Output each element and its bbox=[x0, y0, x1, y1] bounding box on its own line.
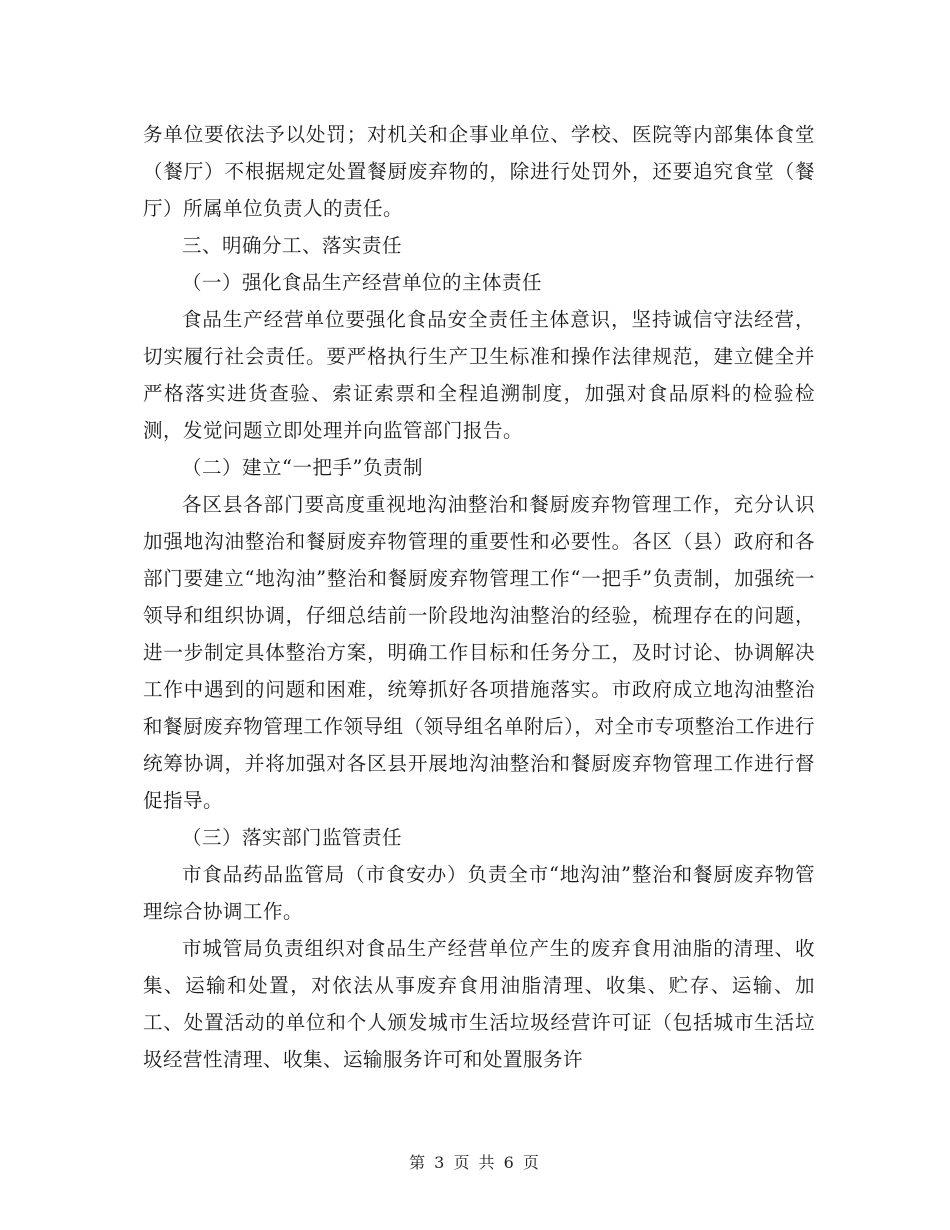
section-heading: 三、明确分工、落实责任 bbox=[182, 234, 403, 257]
paragraph-body: 市城管局负责组织对食品生产经营单位产生的废弃食用油脂的清理、收集、运输和处置，对依法从事废弃食用油脂清理、收集、贮存、运输、加工、处置活动的单位和个人颁发城市生活垃圾经营许可证（包括城市生活垃圾经营性清理、收集、运输服务许可和处置服务许 bbox=[143, 937, 815, 1071]
page-footer: 第 3 页 共 6 页 bbox=[409, 1153, 541, 1172]
subsection-heading-1: （一）强化食品生产经营单位的主体责任 bbox=[182, 271, 543, 294]
paragraph-body: 各区县各部门要高度重视地沟油整治和餐厨废弃物管理工作，充分认识加强地沟油整治和餐厨废弃物管理的重要性和必要性。各区（县）政府和各部门要建立“地沟油”整治和餐厨废弃物管理工作“一把手”负责制，加强统一领导和组织协调，仔细总结前一阶段地沟油整治的经验，梳理存在的问题，进一步制定具体整治方案，明确工作目标和任务分工，及时讨论、协调解决工作中遇到的问题和困难，统筹抓好各项措施落实。市政府成立地沟油整治和餐厨废弃物管理工作领导组（领导组名单附后），对全市专项整治工作进行统筹协调，并将加强对各区县开展地沟油整治和餐厨废弃物管理工作进行督促指导。 bbox=[143, 493, 815, 812]
subsection-heading-2: （二）建立“一把手”负责制 bbox=[182, 456, 423, 479]
paragraph-continuation: 务单位要依法予以处罚；对机关和企事业单位、学校、医院等内部集体食堂（餐厅）不根据规定处置餐厨废弃物的，除进行处罚外，还要追究食堂（餐厅）所属单位负责人的责任。 bbox=[143, 123, 815, 220]
paragraph-body: 食品生产经营单位要强化食品安全责任主体意识，坚持诚信守法经营，切实履行社会责任。要严格执行生产卫生标准和操作法律规范，建立健全并严格落实进货查验、索证索票和全程追溯制度，加强对食品原料的检验检测，发觉问题立即处理并向监管部门报告。 bbox=[143, 308, 815, 442]
paragraph-body: 市食品药品监管局（市食安办）负责全市“地沟油”整治和餐厨废弃物管理综合协调工作。 bbox=[143, 863, 815, 923]
document-body bbox=[143, 116, 815, 1078]
subsection-heading-3: （三）落实部门监管责任 bbox=[182, 826, 403, 849]
